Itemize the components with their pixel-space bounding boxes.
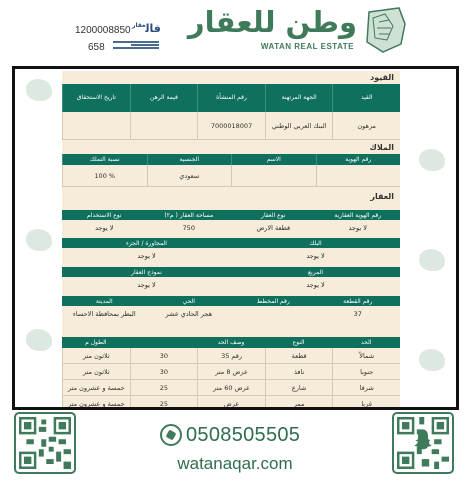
- col-id-number: رقم الهوية: [316, 154, 401, 165]
- col-property-type: نوع العقار: [261, 211, 286, 219]
- authority-logo: [113, 41, 159, 52]
- cell-kind: شارع: [265, 380, 333, 396]
- col-facility-no: رقم المنشأة: [197, 84, 265, 112]
- property-values-4: [62, 306, 400, 322]
- phone-number[interactable]: 0508505505: [186, 423, 301, 446]
- document-frame: [12, 66, 459, 410]
- cell-description: عرض: [197, 396, 265, 410]
- cell-nationality: سعودي: [147, 165, 232, 187]
- col-length: الطول م: [85, 339, 107, 346]
- col-property-id: رقم الهوية العقارية: [334, 211, 382, 219]
- cell-boundary: جنوبا: [332, 364, 400, 380]
- whatsapp-icon: [160, 424, 182, 446]
- contact-phone[interactable]: [160, 424, 300, 446]
- bounds-row-east: [62, 380, 400, 396]
- cell-id-number: [316, 165, 401, 187]
- property-values-1: [62, 220, 400, 236]
- property-values-2: [62, 248, 400, 264]
- col-length-number: [130, 337, 198, 348]
- snapchat-qr-icon: [397, 417, 449, 469]
- property-header-3: [62, 267, 400, 277]
- col-name: الاسم: [231, 154, 316, 165]
- cell-mortgagee: البنك العربي الوطني: [265, 112, 333, 140]
- cell-ownership: % 100: [62, 165, 147, 187]
- cell-length: خمسة و عشرون متر: [62, 380, 130, 396]
- cell-description: عرض 8 متر: [197, 364, 265, 380]
- cell-city: البطر بمحافظة الاحساء: [72, 310, 136, 318]
- cell-length-number: 25: [130, 396, 198, 410]
- cell-plan-no: [231, 306, 316, 322]
- bounds-row-west: [62, 396, 400, 410]
- col-usage-type: نوع الاستخدام: [86, 211, 122, 219]
- brand-name-english: WATAN REAL ESTATE: [260, 42, 354, 51]
- snapchat-qr-code[interactable]: [392, 412, 454, 474]
- section-title-property: العقار: [370, 192, 394, 201]
- col-plan-no: رقم المخطط: [256, 297, 290, 305]
- col-restriction: القيد: [332, 84, 400, 112]
- cell-length: ثلاثون متر: [62, 364, 130, 380]
- fal-sup: عقار: [132, 22, 146, 29]
- cell-boundary: شرقا: [332, 380, 400, 396]
- brand-name-arabic: وطن للعقار: [187, 5, 357, 39]
- col-area: مساحة العقار ( م٢): [164, 211, 214, 219]
- cell-block: لا يوجد: [306, 252, 325, 260]
- cell-area: 750: [182, 224, 195, 232]
- section-title-owners: الملاك: [369, 143, 394, 152]
- fal-license-logo: [132, 22, 161, 35]
- col-city: المدينة: [95, 297, 113, 305]
- cell-kind: قطعة: [265, 348, 333, 364]
- page-header: [0, 0, 469, 62]
- watermark-right-2: [412, 249, 452, 309]
- cell-length: ثلاثون متر: [62, 348, 130, 364]
- cell-kind: ممر: [265, 396, 333, 410]
- watermark-right-1: [412, 149, 452, 209]
- col-ownership: نسبة التملك: [62, 154, 147, 165]
- cell-usage-type: لا يوجد: [95, 224, 114, 232]
- cell-length-number: 30: [130, 348, 198, 364]
- cell-property-model: لا يوجد: [137, 281, 156, 289]
- col-district: الحي: [182, 297, 195, 305]
- cell-mortgage-value: [130, 112, 198, 140]
- cell-restriction: مرهون: [332, 112, 400, 140]
- cell-boundary: شمالاً: [332, 348, 400, 364]
- cell-square: لا يوجد: [306, 281, 325, 289]
- cell-length-number: 25: [130, 380, 198, 396]
- bounds-row-south: [62, 364, 400, 380]
- section-title-restrictions: القيود: [370, 73, 394, 82]
- col-mortgagee: الجهة المرتهنة: [265, 84, 333, 112]
- website-link[interactable]: watanaqar.com: [177, 454, 293, 473]
- brand-emblem-icon: [359, 4, 411, 56]
- website-qr-code[interactable]: [14, 412, 76, 474]
- cell-kind: نافذ: [265, 364, 333, 380]
- col-kind: النوع: [292, 339, 305, 346]
- cell-property-id: لا يوجد: [348, 224, 367, 232]
- registration-number: 1200008850: [75, 25, 131, 36]
- fal-label: فال: [145, 22, 161, 35]
- qr-code-icon: [19, 417, 71, 469]
- restrictions-row: [62, 112, 400, 140]
- owners-row: [62, 165, 400, 187]
- cell-facility-no: 7000018007: [197, 112, 265, 140]
- col-boundary: الحد: [360, 339, 372, 346]
- col-nationality: الجنسية: [147, 154, 232, 165]
- cell-description: رقم 35: [197, 348, 265, 364]
- owners-header-row: [62, 154, 400, 165]
- col-mortgage-value: قيمة الرهن: [130, 84, 198, 112]
- cell-neighbor-part: لا يوجد: [137, 252, 156, 260]
- watermark-right-3: [412, 349, 452, 409]
- cell-description: عرض 60 متر: [197, 380, 265, 396]
- deed-document: [62, 71, 400, 410]
- cell-due-date: [62, 112, 130, 140]
- cell-plot-no: 37: [353, 310, 362, 318]
- license-code: 658: [88, 42, 105, 53]
- col-due-date: تاريخ الاستحقاق: [62, 84, 130, 112]
- cell-district: هجر الحادي عشر: [165, 310, 213, 318]
- col-neighbor-part: المجاورة / الجزء: [126, 239, 167, 247]
- cell-length-number: 30: [130, 364, 198, 380]
- watermark-left-3: [19, 329, 59, 389]
- col-description: وصف الحد: [217, 339, 245, 346]
- cell-name: [231, 165, 316, 187]
- property-header-2: [62, 238, 400, 248]
- bounds-header-row: [62, 337, 400, 348]
- col-square: المربع: [307, 268, 324, 276]
- cell-boundary: غربا: [332, 396, 400, 410]
- restrictions-header-row: [62, 84, 400, 112]
- cell-length: خمسة و عشرون متر: [62, 396, 130, 410]
- property-header-1: [62, 210, 400, 220]
- property-header-4: [62, 296, 400, 306]
- property-values-3: [62, 277, 400, 293]
- bounds-row-north: [62, 348, 400, 364]
- col-property-model: نموذج العقار: [131, 268, 162, 276]
- col-block: البلك: [309, 239, 322, 247]
- watermark-left-1: [19, 79, 59, 139]
- col-plot-no: رقم القطعة: [343, 297, 373, 305]
- cell-property-type: قطعة الارض: [256, 224, 291, 232]
- watermark-left-2: [19, 229, 59, 289]
